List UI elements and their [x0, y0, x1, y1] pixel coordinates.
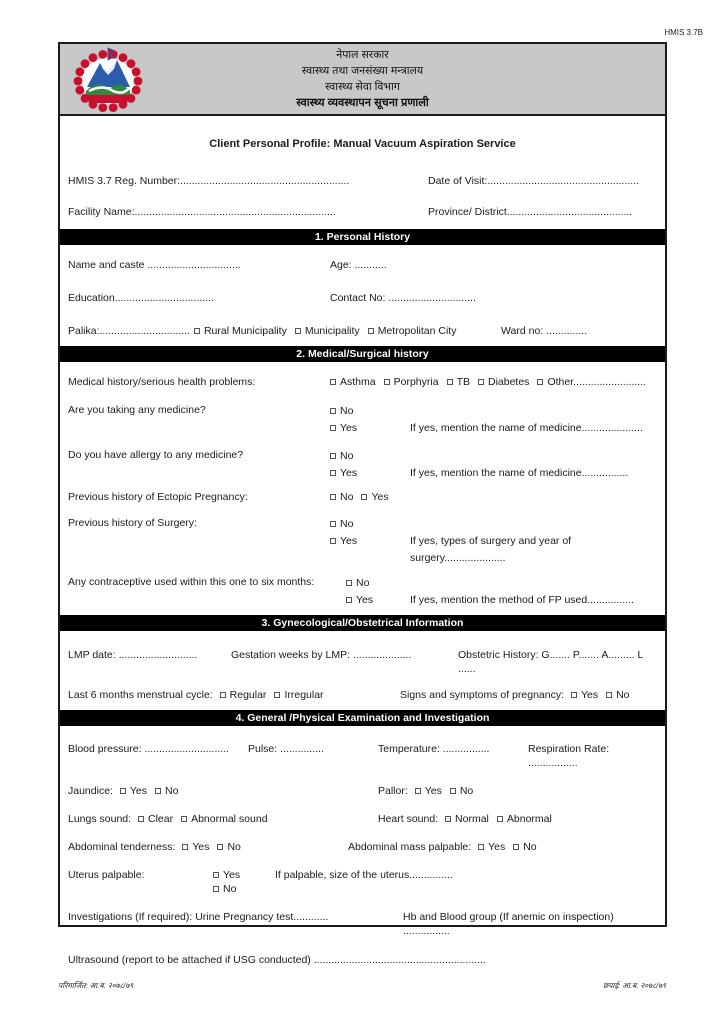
nepal-emblem-icon [73, 46, 143, 114]
checkbox-diabetes[interactable]: Diabetes [478, 375, 529, 389]
checkbox-yes[interactable]: Yes [361, 490, 388, 504]
checkbox-no[interactable]: No [217, 840, 240, 854]
checkbox-clear[interactable]: Clear [138, 812, 173, 826]
checkbox-normal[interactable]: Normal [445, 812, 489, 826]
checkbox-no[interactable]: No [330, 448, 353, 465]
checkbox-icon[interactable] [384, 379, 390, 385]
checkbox-asthma[interactable]: Asthma [330, 375, 376, 389]
checkbox-yes[interactable]: Yes [213, 868, 240, 882]
question-abdominal-tenderness: Abdominal tenderness: [68, 841, 176, 853]
checkbox-icon[interactable] [478, 379, 484, 385]
field-palika: Palika:............................... [68, 325, 190, 337]
checkbox-icon[interactable] [330, 453, 336, 459]
field-lmp-date: LMP date: ........................... [68, 649, 198, 661]
field-reg-number: HMIS 3.7 Reg. Number:.......................................................... [68, 175, 350, 187]
checkbox-no[interactable]: No [450, 784, 473, 798]
section-bar-gyne-obstetric: 3. Gynecological/Obstetrical Information [60, 615, 665, 631]
question-contraceptive-used: Any contraceptive used within this one to six months: [68, 576, 315, 588]
checkbox-other[interactable]: Other......................... [537, 375, 646, 389]
field-hb-blood-group: Hb and Blood group (If anemic on inspection) ................ [403, 911, 614, 937]
gov-line-country: नेपाल सरकार [336, 49, 389, 61]
checkbox-icon[interactable] [368, 328, 374, 334]
checkbox-icon[interactable] [155, 788, 161, 794]
checkbox-icon[interactable] [571, 692, 577, 698]
field-uterus-size: If palpable, size of the uterus............... [275, 869, 454, 881]
field-ultrasound: Ultrasound (report to be attached if USG conducted) ........................................................... [68, 954, 486, 966]
checkbox-icon[interactable] [138, 816, 144, 822]
form-border-box [58, 42, 667, 966]
field-facility-name: Facility Name:..................................................................... [68, 206, 336, 218]
checkbox-no[interactable]: No [330, 490, 353, 504]
field-date-of-visit: Date of Visit:.................................................... [428, 175, 640, 187]
question-heart-sound: Heart sound: [378, 813, 439, 825]
checkbox-regular[interactable]: Regular [220, 688, 267, 702]
checkbox-metropolitan-city[interactable]: Metropolitan City [368, 324, 457, 338]
footer-revised-note: परिमार्जित: आ.ब. २०७८/७९ [58, 981, 134, 990]
field-name-caste: Name and caste ................................ [68, 259, 241, 271]
checkbox-yes[interactable]: Yes [182, 840, 209, 854]
form-code-label: HMIS 3.7B [664, 28, 703, 37]
checkbox-icon[interactable] [194, 328, 200, 334]
section-bar-physical-exam: 4. General /Physical Examination and Investigation [60, 710, 665, 726]
checkbox-icon[interactable] [450, 788, 456, 794]
checkbox-icon[interactable] [513, 844, 519, 850]
field-medicine-name: If yes, mention the name of medicine..................... [410, 422, 643, 434]
checkbox-icon[interactable] [537, 379, 543, 385]
checkbox-icon[interactable] [181, 816, 187, 822]
checkbox-yes[interactable]: Yes [120, 784, 147, 798]
question-lungs-sound: Lungs sound: [68, 813, 132, 825]
field-blood-pressure: Blood pressure: ............................. [68, 743, 230, 755]
checkbox-icon[interactable] [447, 379, 453, 385]
checkbox-icon[interactable] [330, 470, 336, 476]
checkbox-no[interactable]: No [606, 688, 629, 702]
question-medical-history: Medical history/serious health problems: [68, 376, 256, 388]
checkbox-icon[interactable] [478, 844, 484, 850]
section-bar-personal-history: 1. Personal History [60, 229, 665, 245]
checkbox-tb[interactable]: TB [447, 375, 470, 389]
checkbox-icon[interactable] [217, 844, 223, 850]
field-obstetric-history: Obstetric History: G....... P....... A......... L ...... [458, 649, 643, 675]
field-temperature: Temperature: ................ [378, 743, 490, 755]
question-previous-surgery: Previous history of Surgery: [68, 517, 197, 529]
gov-line-system: स्वास्थ्य व्यवस्थापन सूचना प्रणाली [296, 97, 429, 109]
checkbox-yes[interactable]: Yes [415, 784, 442, 798]
checkbox-icon[interactable] [120, 788, 126, 794]
checkbox-icon[interactable] [330, 379, 336, 385]
gov-line-ministry: स्वास्थ्य तथा जनसंख्या मन्त्रालय [301, 65, 424, 77]
field-pulse: Pulse: ............... [248, 743, 324, 755]
checkbox-icon[interactable] [330, 538, 336, 544]
checkbox-icon[interactable] [361, 494, 367, 500]
checkbox-icon[interactable] [606, 692, 612, 698]
gov-line-department: स्वास्थ्य सेवा विभाग [325, 81, 400, 93]
checkbox-icon[interactable] [274, 692, 280, 698]
checkbox-no[interactable]: No [513, 840, 536, 854]
question-pregnancy-signs: Signs and symptoms of pregnancy: [400, 689, 565, 701]
checkbox-yes[interactable]: Yes [571, 688, 598, 702]
field-contact-no: Contact No: .............................. [330, 292, 476, 304]
question-allergy-medicine: Do you have allergy to any medicine? [68, 449, 244, 461]
field-allergy-medicine-name: If yes, mention the name of medicine................ [410, 467, 629, 479]
field-age: Age: ........... [330, 259, 387, 271]
field-ward-no: Ward no: .............. [501, 325, 587, 337]
checkbox-icon[interactable] [220, 692, 226, 698]
checkbox-icon[interactable] [330, 425, 336, 431]
checkbox-yes[interactable]: Yes [478, 840, 505, 854]
checkbox-icon[interactable] [182, 844, 188, 850]
checkbox-icon[interactable] [330, 408, 336, 414]
question-jaundice: Jaundice: [68, 785, 113, 797]
form-title: Client Personal Profile: Manual Vacuum Aspiration Service [209, 138, 516, 150]
checkbox-no[interactable]: No [155, 784, 178, 798]
checkbox-yes[interactable]: Yes [346, 592, 373, 609]
checkbox-icon[interactable] [346, 597, 352, 603]
field-province-district: Province/ District........................................... [428, 206, 633, 218]
checkbox-icon[interactable] [415, 788, 421, 794]
field-urine-pregnancy-test: Investigations (If required): Urine Pregnancy test............ [68, 911, 329, 923]
question-pallor: Pallor: [378, 785, 408, 797]
checkbox-icon[interactable] [346, 580, 352, 586]
field-gestation-weeks: Gestation weeks by LMP: .................... [231, 649, 412, 661]
checkbox-porphyria[interactable]: Porphyria [384, 375, 439, 389]
checkbox-abnormal[interactable]: Abnormal [497, 812, 552, 826]
checkbox-yes[interactable]: Yes [330, 465, 357, 482]
checkbox-icon[interactable] [295, 328, 301, 334]
gov-header-band [60, 44, 665, 116]
checkbox-no[interactable]: No [330, 516, 353, 533]
question-abdominal-mass: Abdominal mass palpable: [348, 841, 472, 853]
checkbox-rural-municipality[interactable]: Rural Municipality [194, 324, 287, 338]
checkbox-icon[interactable] [213, 886, 219, 892]
checkbox-icon[interactable] [497, 816, 503, 822]
checkbox-no[interactable]: No [346, 575, 369, 592]
field-education: Education.................................. [68, 292, 214, 304]
gov-header-text [296, 47, 429, 111]
checkbox-icon[interactable] [445, 816, 451, 822]
checkbox-icon[interactable] [330, 494, 336, 500]
checkbox-irregular[interactable]: Irregular [274, 688, 323, 702]
footer-printed-note: छपाई: आ.ब. २०७८/७९ [603, 981, 666, 990]
checkbox-yes[interactable]: Yes [330, 533, 357, 550]
checkbox-icon[interactable] [330, 521, 336, 527]
checkbox-no[interactable]: No [213, 882, 236, 896]
question-ectopic-pregnancy: Previous history of Ectopic Pregnancy: [68, 491, 248, 503]
question-taking-medicine: Are you taking any medicine? [68, 404, 206, 416]
checkbox-no[interactable]: No [330, 403, 353, 420]
field-respiration-rate: Respiration Rate: ................. [528, 743, 610, 769]
checkbox-municipality[interactable]: Municipality [295, 324, 360, 338]
checkbox-abnormal-sound[interactable]: Abnormal sound [181, 812, 267, 826]
question-menstrual-cycle: Last 6 months menstrual cycle: [68, 689, 213, 701]
checkbox-yes[interactable]: Yes [330, 420, 357, 437]
question-uterus-palpable: Uterus palpable: [68, 869, 145, 881]
field-fp-method: If yes, mention the method of FP used................ [410, 594, 634, 606]
field-surgery-type-year: If yes, types of surgery and year of surgery..................... [410, 535, 572, 564]
section-bar-medical-surgical: 2. Medical/Surgical history [60, 346, 665, 362]
checkbox-icon[interactable] [213, 872, 219, 878]
